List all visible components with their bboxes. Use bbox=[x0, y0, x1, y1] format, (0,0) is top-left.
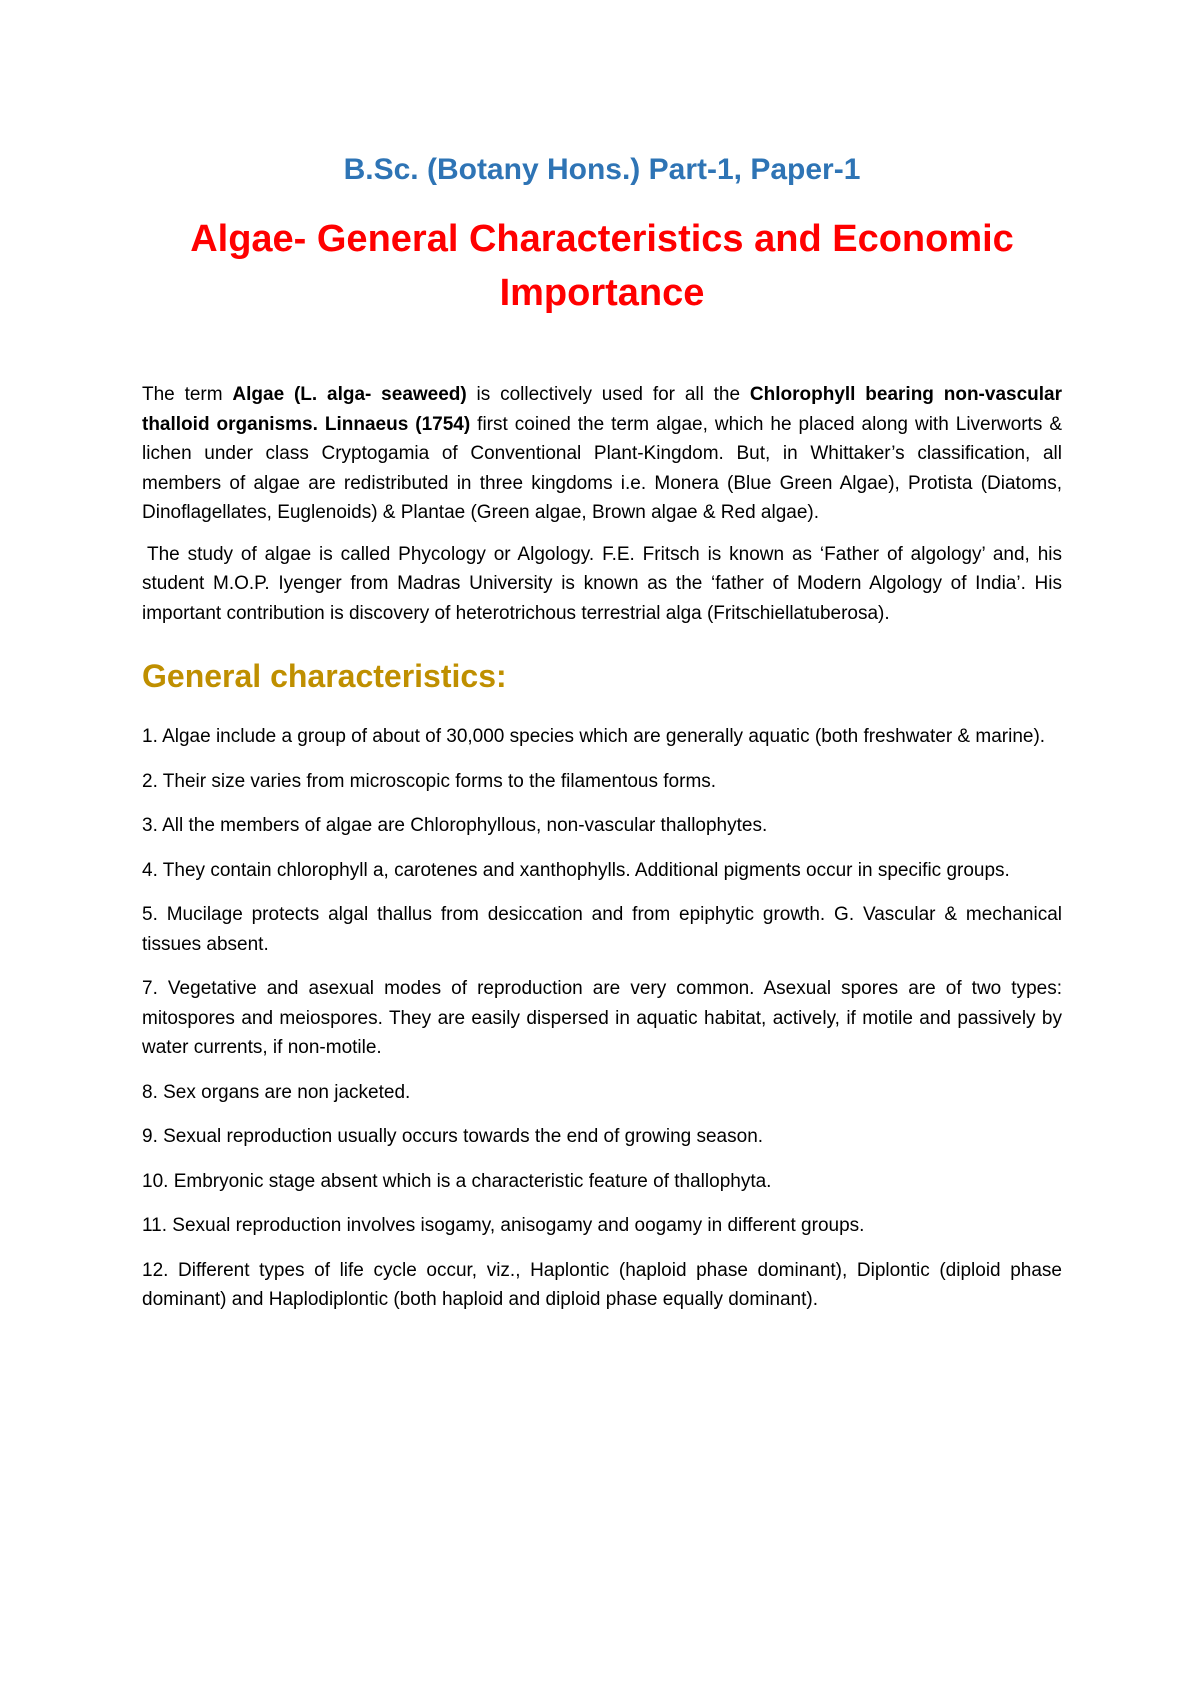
intro-paragraph-2: The study of algae is called Phycology or Algology. F.E. Fritsch is known as ‘Father of algology’ and, his student M.O.P. Iyenger from Madras University is known as the ‘father of Modern Algology of India’. His important contribution is discovery of heterotrichous terrestrial alga (Fritschiellatuberosa). bbox=[142, 543, 1062, 624]
list-item-number: 7. bbox=[142, 978, 158, 999]
list-item bbox=[142, 1211, 1062, 1241]
intro-text: first coined the term algae, which he placed along with Liverworts & lichen under class Cryptogamia of Conventional Plant-Kingdom. But, in Whittaker’s classification, all members of algae are redistributed in three kingdoms i.e. Monera (Blue Green Algae), Protista (Diatoms, Dinoflagellates, Euglenoids) & Plantae (Green algae, Brown algae & Red algae). bbox=[142, 413, 1062, 523]
intro-bold-term: Algae (L. alga- seaweed) bbox=[232, 384, 467, 405]
list-item bbox=[142, 811, 1062, 841]
list-item bbox=[142, 1167, 1062, 1197]
list-item-text: Different types of life cycle occur, viz., Haplontic (haploid phase dominant), Diplontic (diploid phase dominant) and Haplodiplontic (both haploid and diploid phase equally dominant). bbox=[142, 1259, 1062, 1310]
list-item-number: 10. bbox=[142, 1170, 169, 1192]
list-item-number: 1. bbox=[142, 726, 158, 747]
document-page bbox=[0, 150, 1200, 1703]
intro-bold-definition: Chlorophyll bearing non-vascular thalloid organisms. bbox=[142, 384, 1062, 435]
list-item bbox=[142, 1122, 1062, 1152]
list-item-text: They contain chlorophyll a, carotenes and xanthophylls. Additional pigments occur in specific groups. bbox=[157, 859, 1010, 881]
intro-text: The term bbox=[142, 384, 233, 405]
list-item-number: 11. bbox=[142, 1215, 168, 1236]
section-heading: General characteristics: bbox=[142, 658, 507, 694]
list-item-text: Embryonic stage absent which is a characteristic feature of thallophyta. bbox=[168, 1170, 772, 1192]
intro-text bbox=[318, 414, 325, 435]
list-item bbox=[142, 974, 1062, 1063]
list-item-number: 4. bbox=[142, 859, 158, 881]
list-item bbox=[142, 1078, 1062, 1108]
list-item-text: Mucilage protects algal thallus from desiccation and from epiphytic growth. G. Vascular & mechanical tissues absent. bbox=[142, 904, 1062, 955]
list-item bbox=[142, 1256, 1062, 1315]
list-item-number: 2. bbox=[142, 770, 158, 792]
list-item-number: 3. bbox=[142, 815, 158, 836]
intro-text: is collectively used for all the bbox=[466, 384, 750, 405]
list-item-number: 8. bbox=[142, 1081, 158, 1103]
list-item bbox=[142, 856, 1062, 886]
list-item bbox=[142, 767, 1062, 797]
list-item-text: Sexual reproduction involves isogamy, anisogamy and oogamy in different groups. bbox=[167, 1215, 865, 1236]
course-title: B.Sc. (Botany Hons.) Part-1, Paper-1 bbox=[343, 153, 861, 186]
list-item-number: 5. bbox=[142, 904, 158, 925]
list-item-number: 9. bbox=[142, 1126, 158, 1147]
characteristics-list bbox=[142, 722, 1062, 1315]
intro-bold-linnaeus: Linnaeus (1754) bbox=[324, 413, 471, 435]
list-item bbox=[142, 722, 1062, 752]
list-item-text: All the members of algae are Chlorophyllous, non-vascular thallophytes. bbox=[157, 815, 768, 836]
page-title: Algae- General Characteristics and Economic Importance bbox=[190, 218, 1014, 314]
list-item-text: Sex organs are non jacketed. bbox=[157, 1081, 411, 1103]
list-item-text: Sexual reproduction usually occurs towards the end of growing season. bbox=[157, 1126, 764, 1147]
list-item-text: Vegetative and asexual modes of reproduction are very common. Asexual spores are of two types: mitospores and meiospores. They are easily dispersed in aquatic habitat, actively, if motile and passively by water currents, if non-motile. bbox=[142, 978, 1062, 1058]
list-item-text: Their size varies from microscopic forms to the filamentous forms. bbox=[157, 770, 717, 792]
list-item-number: 12. bbox=[142, 1259, 169, 1281]
list-item bbox=[142, 900, 1062, 959]
intro-section bbox=[142, 380, 1062, 628]
list-item-text: Algae include a group of about of 30,000 species which are generally aquatic (both freshwater & marine). bbox=[157, 726, 1046, 747]
intro-paragraph-1 bbox=[142, 380, 1062, 528]
